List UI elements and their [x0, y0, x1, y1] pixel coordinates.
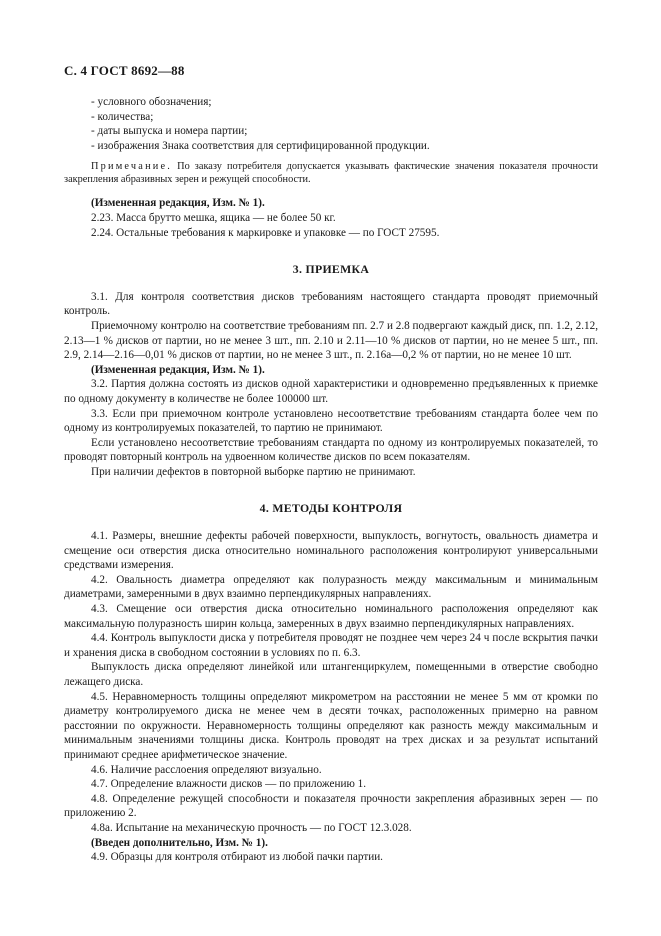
paragraph-4-3: 4.3. Смещение оси отверстия диска относительно номинального расположения определяют как максимальную полуразность ширин кольца, замеренных в двух взаимно перпендикулярных направлениях. [64, 603, 598, 630]
list-item: - количества; [91, 110, 154, 123]
paragraph-4-4: 4.4. Контроль выпуклости диска у потребителя проводят не позднее чем через 24 ч после вскрытия пачки и хранения диска в свободном состоянии в условиях по п. 6.3. [64, 632, 598, 659]
note-paragraph [64, 160, 598, 186]
paragraph-4-7: 4.7. Определение влажности дисков — по приложению 1. [91, 778, 366, 791]
paragraph-4-8: 4.8. Определение режущей способности и показателя прочности закрепления абразивных зерен — по приложению 2. [64, 792, 598, 820]
list-item: - условного обозначения; [91, 96, 212, 108]
page-content [64, 95, 598, 865]
paragraph-3-3-continued: Если установлено несоответствие требованиям стандарта по одному из контролируемых показателей, то проводят повторный контроль на удвоенном количестве дисков по всем показателям. [64, 436, 598, 464]
paragraph-4-4-continued: Выпуклость диска определяют линейкой или штангенциркулем, помещенными в отверстие свободно лежащего диска. [64, 661, 598, 688]
paragraph-4-6: 4.6. Наличие расслоения определяют визуально. [91, 763, 322, 776]
paragraph-3-3: 3.3. Если при приемочном контроле установлено несоответствие требованиям стандарта более чем по одному из контролируемых показателей, то партию не принимают. [64, 407, 598, 435]
paragraph-4-2: 4.2. Овальность диаметра определяют как полуразность между максимальным и минимальным диаметрами, замеренными в двух взаимно перпендикулярных направлениях. [64, 573, 598, 601]
paragraph-4-9: 4.9. Образцы для контроля отбирают из любой пачки партии. [91, 851, 383, 864]
paragraph-4-8a: 4.8а. Испытание на механическую прочность — по ГОСТ 12.3.028. [91, 821, 412, 834]
paragraph-3-1-continued: Приемочному контролю на соответствие требованиям пп. 2.7 и 2.8 подвергают каждый диск, пп. 1.2, 2.12, 2.13—1 % дисков от партии, но не менее 3 шт., пп. 2.10 и 2.11—10 % дисков от партии, но не менее 5 шт., пп. 2.9, 2.14—2.16—0,01 % дисков от партии, но не менее 3 шт., п. 2.16а—0,2 % от партии, но не менее 10 шт. [64, 319, 598, 362]
page-header: С. 4 ГОСТ 8692—88 [64, 63, 185, 78]
paragraph-4-1: 4.1. Размеры, внешние дефекты рабочей поверхности, выпуклость, вогнутость, овальность диаметра и смещение оси отверстия диска относительно номинального расположения контролируют универсальными средствами измерения. [64, 530, 598, 572]
note-label: Примечание. [91, 161, 173, 173]
paragraph-3-1: 3.1. Для контроля соответствия дисков требованиям настоящего стандарта проводят приемочный контроль. [64, 290, 598, 318]
amendment-note: (Введен дополнительно, Изм. № 1). [91, 836, 268, 849]
list-item: - изображения Знака соответствия для сертифицированной продукции. [91, 139, 430, 152]
note-text: По заказу потребителя допускается указывать фактические значения показателя прочности закрепления абразивных зерен и режущей способности. [64, 161, 598, 186]
paragraph-2-24: 2.24. Остальные требования к маркировке и упаковке — по ГОСТ 27595. [91, 226, 440, 239]
section-title-4: 4. МЕТОДЫ КОНТРОЛЯ [259, 501, 403, 516]
paragraph-3-3-final: При наличии дефектов в повторной выборке партию не принимают. [91, 465, 416, 478]
amendment-note: (Измененная редакция, Изм. № 1). [91, 363, 265, 376]
amendment-note: (Измененная редакция, Изм. № 1). [91, 197, 265, 210]
paragraph-4-5: 4.5. Неравномерность толщины определяют микрометром на расстоянии не менее 5 мм от кромки по диаметру контролируемого диска не менее чем в десяти точках, расположенных примерно на равном расстоянии по окружности. Неравномерность толщины определяют как разность между максимальным и минимальным значениями толщины диска. Контроль проводят на трех дисках и за результат испытаний принимают среднее арифметическое значение. [64, 690, 598, 761]
section-title-3: 3. ПРИЕМКА [292, 262, 370, 277]
list-item: - даты выпуска и номера партии; [91, 125, 248, 138]
paragraph-3-2: 3.2. Партия должна состоять из дисков одной характеристики и одновременно предъявленных к приемке по одному документу в количестве не более 100000 шт. [64, 378, 598, 405]
paragraph-2-23: 2.23. Масса брутто мешка, ящика — не более 50 кг. [91, 211, 336, 224]
